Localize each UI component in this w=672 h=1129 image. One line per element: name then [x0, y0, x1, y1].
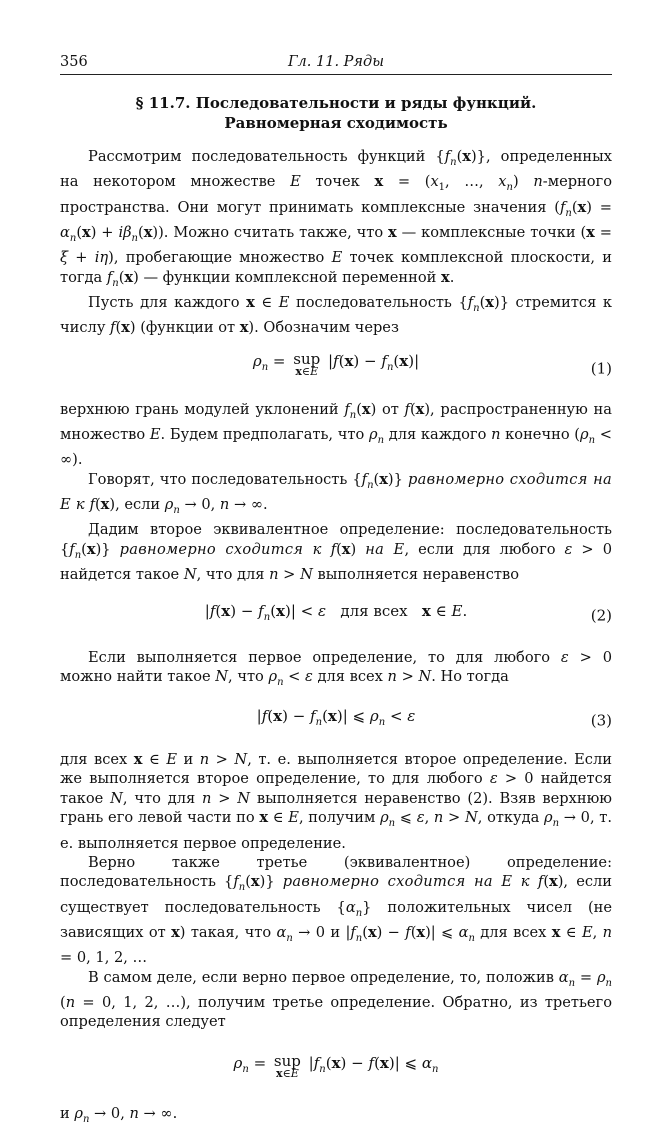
equation-2: $|f(x) - f_n(x)| < \varepsilon$ для всех x ∈ E. (2) [204, 602, 612, 625]
section-title-line-1: § 11.7. Последовательности и ряды функций. [135, 94, 537, 112]
equation-3-number: (3) [590, 711, 612, 730]
body-text [60, 147, 612, 1129]
equation-1: $\rho_n$ = sup x∈E $|f(x) - f_n(x)|$ (1) [252, 349, 612, 378]
equation-3: $|f(x) - f_n(x)|$ ⩽ $\rho_n < \varepsilon$ (3) [256, 706, 612, 730]
equation-2-number: (2) [590, 606, 612, 625]
paragraph-1: Рассмотрим последовательность функций $\{f_n(x)\}$, определенных на некотором множестве E точек $x = (x_1$, …, $x_n$) n-мерного пространства. Они могут принимать комплексные значения $(f_n(x) = \alpha_n(x) + i\beta_n(x))$. Можно считать также, что x — комплексные точки (x = ξ + iη), пробегающие множество E точек комплексной плоскости, и тогда $f_n(x)$ — функции комплексной переменной x. [60, 148, 613, 289]
paragraph-5: Дадим второе эквивалентное определение: последовательность $\{f_n(x)\}$ равномерно сходится к f(x) на E, если для любого ε > 0 найдется такое N, что для n > N выполняется неравенство [60, 521, 612, 584]
running-title: Гл. 11. Ряды [287, 54, 385, 70]
equation-2-text: для всех [340, 602, 408, 621]
paragraph-2: Пусть для каждого x ∈ E последовательность $\{f_n(x)\}$ стремится к числу f(x) (функции от x). Обозначим через [60, 293, 612, 337]
section-title [60, 93, 612, 133]
paragraph-4: Говорят, что последовательность $\{f_n(x)\}$ равномерно сходится на E к f(x), если $\rho_n \to 0$, n → ∞. [60, 470, 612, 516]
equation-4: $\rho_n$ = sup x∈E $|f_n(x) - f(x)|$ ⩽ $\alpha_n$ [233, 1051, 439, 1080]
section-title-line-2: Равномерная сходимость [224, 114, 448, 132]
paragraph-10: и $\rho_n \to 0$, n → ∞. [60, 1104, 178, 1125]
paragraph-3: верхнюю грань модулей уклонений $f_n(x)$ от f(x), распространенную на множество E. Будем предполагать, что $\rho_n$ для каждого n конечно ($\rho_n$ < ∞). [60, 400, 612, 469]
paragraph-9: В самом деле, если верно первое определение, то, положив $\alpha_n = \rho_n$ (n = 0, 1, 2, …), получим третье определение. Обратно, из третьего определения следует [60, 968, 612, 1031]
running-header [60, 52, 612, 75]
equation-1-number: (1) [590, 358, 612, 377]
paragraph-8: Верно также третье (эквивалентное) определение: последовательность $\{f_n(x)\}$ равномерно сходится на E к f(x), если существует последовательность $\{\alpha_n\}$ положительных чисел (не зависящих от x) такая, что $\alpha_n \to 0$ и $|f_n(x) - f(x)|$ ⩽ $\alpha_n$ для всех x ∈ E, n = 0, 1, 2, … [60, 853, 613, 967]
page [60, 52, 612, 1129]
paragraph-7: для всех x ∈ E и n > N, т. е. выполняется второе определение. Если же выполняется второе определение, то для любого ε > 0 найдется такое N, что для n > N выполняется неравенство (2). Взяв верхнюю грань его левой части по x ∈ E, получим $\rho_n$ ⩽ ε, n > N, откуда $\rho_n \to 0$, т. е. выполняется первое определение. [60, 751, 613, 852]
paragraph-6: Если выполняется первое определение, то для любого ε > 0 можно найти такое N, что $\rho_n < \varepsilon$ для всех n > N. Но тогда [60, 648, 612, 689]
page-number: 356 [60, 54, 88, 70]
